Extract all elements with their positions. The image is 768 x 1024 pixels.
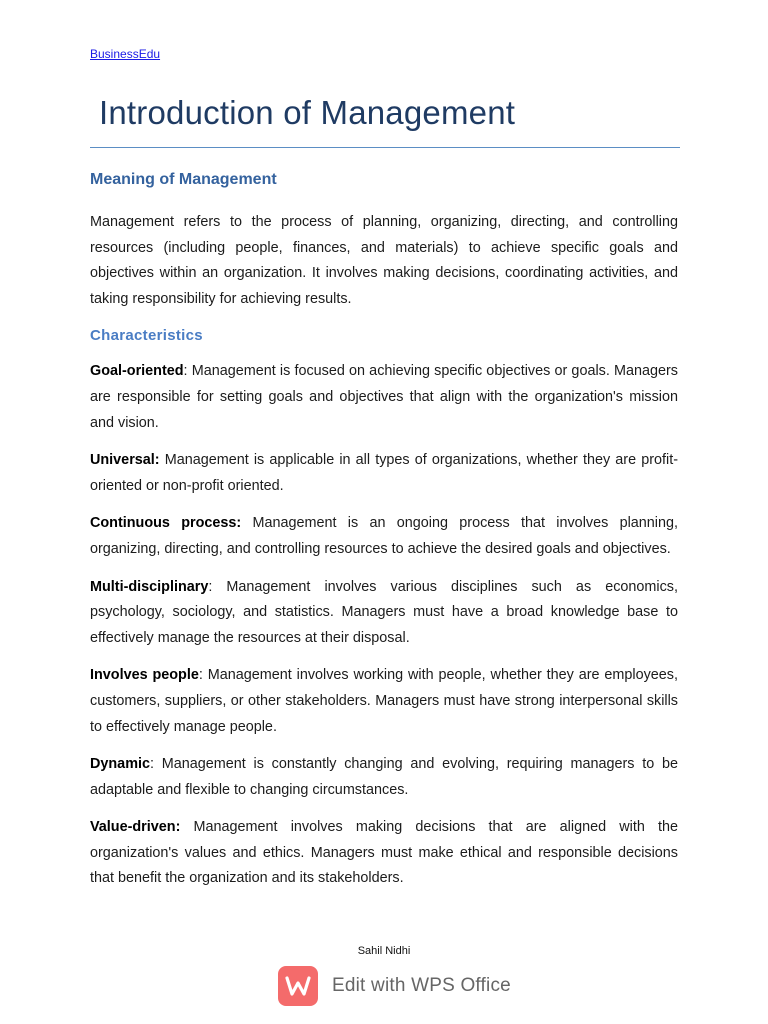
characteristic-item [90, 511, 678, 562]
document-body [90, 169, 678, 904]
characteristic-term: Value-driven: [90, 819, 181, 836]
intro-paragraph: Management refers to the process of planning, organizing, directing, and controlling resources (including people, finances, and materials) to achieve specific goals and objectives within an organization. It involves making decisions, coordinating activities, and taking responsibility for achieving results. [90, 214, 678, 307]
characteristic-text: : Management is focused on achieving specific objectives or goals. Managers are responsible for setting goals and objectives that align with the organization's mission and vision. [90, 363, 678, 431]
document-title: Introduction of Management [99, 94, 516, 131]
characteristic-text: Management involves making decisions that are aligned with the organization's values and ethics. Managers must make ethical and responsible decisions that benefit the organization and its stakeholders. [90, 819, 678, 887]
characteristic-term: Continuous process: [90, 515, 242, 532]
brand-link[interactable]: BusinessEdu [90, 47, 161, 61]
wps-label: Edit with WPS Office [332, 975, 511, 996]
characteristic-item [90, 448, 678, 499]
characteristic-item [90, 663, 678, 740]
characteristic-text: : Management involves working with people, whether they are employees, customers, suppliers, or other stakeholders. Managers must have strong interpersonal skills to effectively manage people. [90, 667, 678, 735]
characteristic-text: : Management is constantly changing and evolving, requiring managers to be adaptable and flexible to changing circumstances. [90, 756, 678, 798]
characteristic-item [90, 359, 678, 436]
characteristics-heading: Characteristics [90, 327, 203, 345]
characteristic-text: Management is an ongoing process that involves planning, organizing, directing, and controlling resources to achieve the desired goals and objectives. [90, 515, 678, 557]
characteristic-text: : Management involves various disciplines such as economics, psychology, sociology, and statistics. Managers must have a broad knowledge base to effectively manage the resources at their disposal. [90, 578, 678, 646]
characteristic-term: Goal-oriented [90, 363, 184, 380]
characteristic-item [90, 815, 678, 892]
characteristic-text: Management is applicable in all types of organizations, whether they are profit-oriented or non-profit oriented. [90, 452, 678, 494]
characteristic-term: Universal: [90, 452, 160, 469]
author-name: Sahil Nidhi [357, 945, 411, 957]
characteristic-item [90, 575, 678, 652]
characteristic-term: Multi-disciplinary [90, 578, 209, 595]
characteristic-term: Dynamic [90, 756, 150, 773]
title-divider [90, 147, 680, 148]
edit-with-wps-button[interactable] [278, 964, 511, 1008]
section-heading: Meaning of Management [90, 171, 277, 188]
characteristic-item [90, 752, 678, 803]
characteristic-term: Involves people [90, 667, 199, 684]
wps-logo-icon [278, 966, 318, 1006]
